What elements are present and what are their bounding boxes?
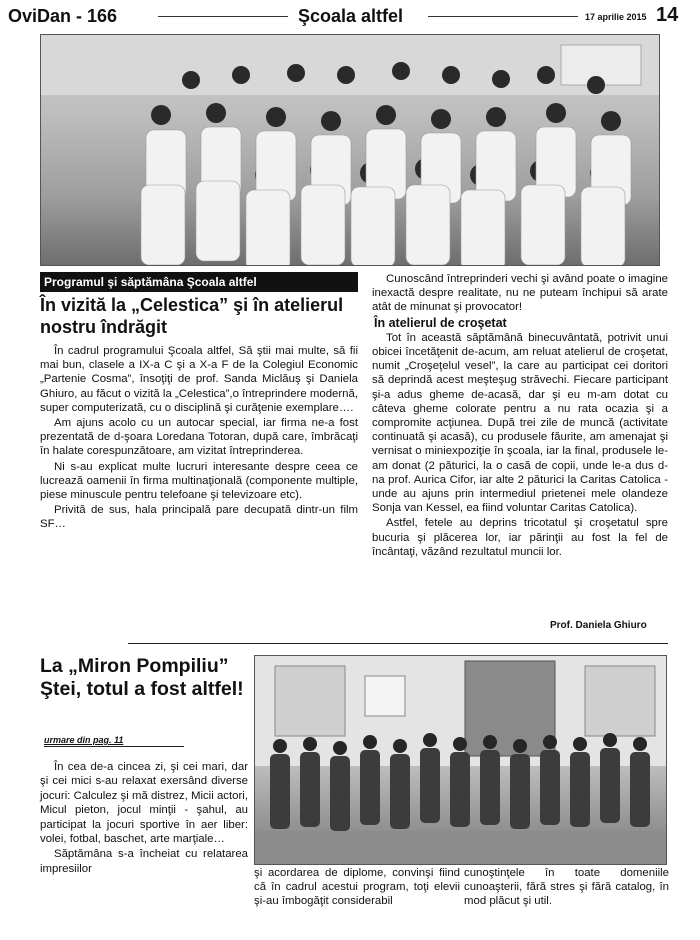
header-rule-left <box>158 16 288 17</box>
article-1-paragraph-5: Cunoscând întreprinderi vechi şi având poate o imagine inexactă despre realitate, nu ne puteam închipui să arate atât de minunat şi provocator! <box>372 273 668 314</box>
group-photo-lab-coats <box>40 34 660 266</box>
publication-number: OviDan - 166 <box>8 6 118 26</box>
article-1-paragraph-6: Tot în această săptămână binecuvântată, potrivit unui obicei încetăţenit de-acum, am reluat atelierul de croşetat, numit „Croşeţelul vesel”, la care au participat cei doritori să deprindă acest meşteşug străvechi. Fiecare participant şi-a adus gheme de-acasă, dar şi eu m-am dotat cu câteva gheme colorate pentru a nu rata ocazia şi a compromite acţiunea. După trei zile de muncă (activitate continuată şi acasă), cu produsele făurite, am amenajat şi vernisat o miniexpoziţie în şcoala, iar la final, produsele le-am donat (2 păturici, la o casă de copii, unde le-a dus d-na prof. Aurica Cifor, iar alte 2 păturici la Caritas Catolica - unde au ajuns prin intermediul prietenei mele olandeze Sonja van Kessel, ea fiind voluntar Caritas Catolica). <box>372 331 668 515</box>
continued-rule <box>44 746 184 747</box>
page-number: 14 <box>656 4 679 26</box>
school-photo-illustration <box>255 656 667 865</box>
article-1-paragraph-1: În cadrul programului Şcoala altfel, Să ştii mai multe, să fii mai bun, clasele a IX-a C şi a X-a F de la Colegiul Economic „Partenie Cosma”, însoţiţi de prof. Sanda Miclăuş şi Daniela Ghiuro, au făcut o vizită la „Celestica”,o întreprindere modernă, super computerizată, cu o disciplină şi curăţenie exemplare…. <box>40 345 358 414</box>
article-2-column-3 <box>464 866 669 910</box>
article-2-column-1 <box>40 760 248 877</box>
article-1-paragraph-3: Ni s-au explicat multe lucruri interesante despre ceea ce lucrează oamenii în firma multinaţională (componente multiple, piese minuscule pentru telefoane şi televizoare etc). <box>40 460 358 502</box>
article-1-paragraph-4: Privită de sus, hala principală pare decupată dintr-un film SF… <box>40 504 358 531</box>
article-1-paragraph-7: Astfel, fetele au deprins tricotatul şi croşetatul spre bucuria şi plăcerea lor, iar părinţii au fost la fel de încântaţi, văzând rezultatul muncii lor. <box>372 517 668 558</box>
group-photo-illustration <box>41 35 660 266</box>
article-1-signature: Prof. Daniela Ghiuro <box>550 620 647 631</box>
article-1-column-1 <box>40 344 358 533</box>
header-rule-right <box>428 16 578 17</box>
article-2-paragraph-3: şi acordarea de diplome, convinşi fiind că în cadrul acestui program, toţi elevii şi-au îmbogăţit considerabil <box>254 867 460 908</box>
group-photo-school-yard <box>254 655 667 865</box>
article-divider <box>128 643 668 644</box>
article-2-title: La „Miron Pompiliu” Ştei, totul a fost altfel! <box>40 655 244 700</box>
article-2-paragraph-4: cunoştinţele în toate domeniile cunoaşterii, fără stres şi fără catalog, în mod plăcut şi util. <box>464 867 669 908</box>
issue-date: 17 aprilie 2015 <box>585 12 647 22</box>
section-label-bar: Programul şi săptămâna Şcoala altfel <box>40 272 358 292</box>
article-2-column-2 <box>254 866 460 910</box>
article-2-paragraph-1: În cea de-a cincea zi, şi cei mari, dar şi cei mici s-au relaxat exersând diverse jocuri: Calculez şi mă distrez, Micii actori, Micul pieton, jocul minţii - şahul, au participat la jocuri sportive în aer liber: volei, fotbal, baschet, arte marţiale… <box>40 761 248 846</box>
article-1-title: În vizită la „Celestica” şi în atelierul nostru îndrăgit <box>40 295 344 337</box>
section-title: Şcoala altfel <box>298 6 404 26</box>
article-1-column-2 <box>372 272 668 560</box>
article-2-paragraph-2: Săptămâna s-a încheiat cu relatarea impresiilor <box>40 848 248 875</box>
page-header <box>8 4 692 34</box>
article-1-paragraph-2: Am ajuns acolo cu un autocar special, iar firma ne-a fost prezentată de d-şoara Loredana Totoran, după care, îmbrăcaţi în halate corespunzătoare, am vizitat întreprinderea. <box>40 417 358 458</box>
continued-from-note: urmare din pag. 11 <box>44 735 124 745</box>
article-1-subheading: În atelierul de croşetat <box>374 315 507 330</box>
